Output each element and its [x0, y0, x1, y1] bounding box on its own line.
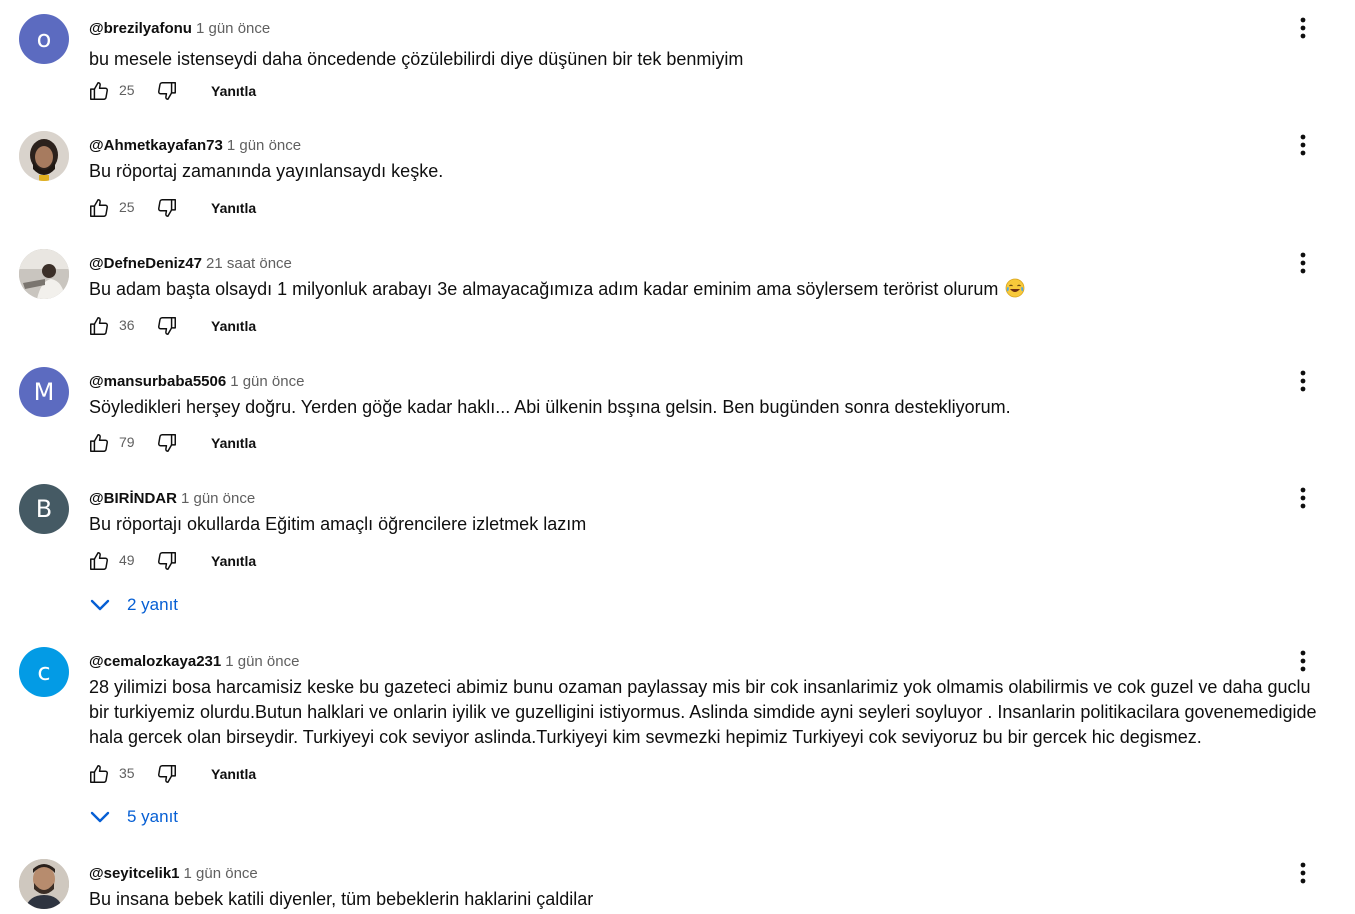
avatar[interactable]	[19, 249, 69, 299]
comment-author[interactable]: @seyitcelik1	[89, 865, 180, 882]
action-menu-button[interactable]	[1290, 484, 1316, 512]
more-vert-icon	[1300, 370, 1306, 392]
avatar[interactable]	[19, 647, 69, 697]
like-button[interactable]	[86, 761, 112, 787]
like-count: 25	[119, 199, 135, 215]
thumb-up-icon	[88, 763, 110, 785]
chevron-down-icon	[89, 804, 119, 830]
avatar-letter: M	[33, 378, 55, 406]
comment-text: Söyledikleri herşey doğru. Yerden göğe kadar haklı... Abi ülkenin bsşına gelsin. Ben bugünden sonra destekliyorum.	[89, 397, 1011, 417]
replies-count-label: 5 yanıt	[127, 807, 179, 826]
comment-header	[89, 373, 304, 391]
avatar-letter: o	[36, 25, 52, 53]
dislike-button[interactable]	[154, 761, 180, 787]
comment-text	[89, 277, 1319, 302]
comment-time[interactable]: 1 gün önce	[183, 865, 258, 882]
dislike-button[interactable]	[154, 195, 180, 221]
like-count: 49	[119, 552, 135, 568]
like-button[interactable]	[86, 548, 112, 574]
comment-time[interactable]: 1 gün önce	[226, 137, 302, 154]
comment-author[interactable]: @cemalozkaya231	[89, 653, 222, 670]
replies-count-label: 2 yanıt	[127, 595, 179, 614]
comment-header	[89, 137, 301, 155]
reply-button[interactable]: Yanıtla	[211, 766, 257, 782]
action-menu-button[interactable]	[1290, 14, 1316, 42]
thumb-down-icon	[156, 763, 178, 785]
comment-header	[89, 653, 299, 671]
avatar-letter: c	[37, 658, 51, 686]
like-button[interactable]	[86, 430, 112, 456]
comment-header	[89, 490, 255, 508]
dislike-button[interactable]	[154, 430, 180, 456]
thumb-up-icon	[88, 315, 110, 337]
reply-button[interactable]: Yanıtla	[211, 553, 257, 569]
thumb-up-icon	[88, 197, 110, 219]
thumb-up-icon	[88, 432, 110, 454]
comment-time[interactable]: 1 gün önce	[225, 653, 300, 670]
dislike-button[interactable]	[154, 548, 180, 574]
thumb-down-icon	[156, 80, 178, 102]
thumb-down-icon	[156, 432, 178, 454]
comment-author[interactable]: @mansurbaba5506	[89, 373, 227, 390]
reply-button[interactable]: Yanıtla	[211, 200, 257, 216]
avatar[interactable]	[19, 14, 69, 64]
avatar[interactable]	[19, 131, 69, 181]
comment-text: Bu röportajı okullarda Eğitim amaçlı öğrencilere izletmek lazım	[89, 514, 587, 534]
more-vert-icon	[1300, 862, 1306, 884]
comment-author[interactable]: @Ahmetkayafan73	[89, 137, 223, 154]
comment-time[interactable]: 21 saat önce	[206, 255, 292, 272]
action-menu-button[interactable]	[1290, 131, 1316, 159]
face-with-tears-of-joy-icon	[1005, 278, 1025, 298]
avatar[interactable]	[19, 484, 69, 534]
chevron-down-icon	[89, 592, 119, 618]
comment-header	[89, 255, 292, 273]
avatar-photo	[19, 249, 69, 299]
comment-header	[89, 865, 258, 883]
dislike-button[interactable]	[154, 78, 180, 104]
like-count: 36	[119, 317, 135, 333]
avatar[interactable]	[19, 859, 69, 909]
action-menu-button[interactable]	[1290, 367, 1316, 395]
comment-time[interactable]: 1 gün önce	[230, 373, 305, 390]
like-button[interactable]	[86, 195, 112, 221]
thumb-down-icon	[156, 315, 178, 337]
avatar-letter: B	[35, 495, 53, 523]
like-button[interactable]	[86, 313, 112, 339]
comment-time[interactable]: 1 gün önce	[180, 490, 256, 507]
action-menu-button[interactable]	[1290, 859, 1316, 887]
more-vert-icon	[1300, 134, 1306, 156]
show-replies-button[interactable]	[89, 592, 178, 618]
action-menu-button[interactable]	[1290, 647, 1316, 675]
comment-text: 28 yilimizi bosa harcamisiz keske bu gazeteci abimiz bunu ozaman paylassay mis bir cok insanlarimiz yok olmamis olabilirmis ve cok guzel ve daha guclu bir turkiyemiz olurdu.Butun halklari ve onlarin iyilik ve guzelligini istiyormus. Aslinda simdide ayni seyleri soyluyor . Insanlarin politikacilara govenemedigide hala gercek olan birseydir. Turkiyeyi cok seviyor aslinda.Turkiyeyi kim sevmezki hepimiz Turkiyeyi cok seviyoruz bu bir gercek hic degismez.	[89, 677, 1317, 747]
comment-time[interactable]: 1 gün önce	[195, 20, 271, 37]
comment-author[interactable]: @brezilyafonu	[89, 20, 192, 37]
comment-text: bu mesele istenseydi daha öncedende çözülebilirdi diye düşünen bir tek benmiyim	[89, 49, 744, 69]
more-vert-icon	[1300, 650, 1306, 672]
more-vert-icon	[1300, 487, 1306, 509]
comment-text: Bu insana bebek katili diyenler, tüm bebeklerin haklarini çaldilar	[89, 889, 594, 909]
thumb-up-icon	[88, 80, 110, 102]
more-vert-icon	[1300, 17, 1306, 39]
thumb-up-icon	[88, 550, 110, 572]
reply-button[interactable]: Yanıtla	[211, 318, 257, 334]
comment-author[interactable]: @DefneDeniz47	[89, 255, 202, 272]
action-menu-button[interactable]	[1290, 249, 1316, 277]
avatar-photo	[19, 859, 69, 909]
like-count: 35	[119, 765, 135, 781]
reply-button[interactable]: Yanıtla	[211, 83, 257, 99]
comment-author[interactable]: @BIRİNDAR	[89, 490, 177, 507]
like-button[interactable]	[86, 78, 112, 104]
dislike-button[interactable]	[154, 313, 180, 339]
comment-header	[89, 20, 270, 38]
more-vert-icon	[1300, 252, 1306, 274]
show-replies-button[interactable]	[89, 804, 178, 830]
avatar-photo	[19, 131, 69, 181]
like-count: 79	[119, 434, 135, 450]
thumb-down-icon	[156, 197, 178, 219]
avatar[interactable]	[19, 367, 69, 417]
thumb-down-icon	[156, 550, 178, 572]
like-count: 25	[119, 82, 135, 98]
reply-button[interactable]: Yanıtla	[211, 435, 257, 451]
comment-text-body: Bu adam başta olsaydı 1 milyonluk arabayı 3e almayacağımıza adım kadar eminim ama söylersem terörist olurum	[89, 279, 999, 299]
comment-text: Bu röportaj zamanında yayınlansaydı keşke.	[89, 161, 444, 181]
